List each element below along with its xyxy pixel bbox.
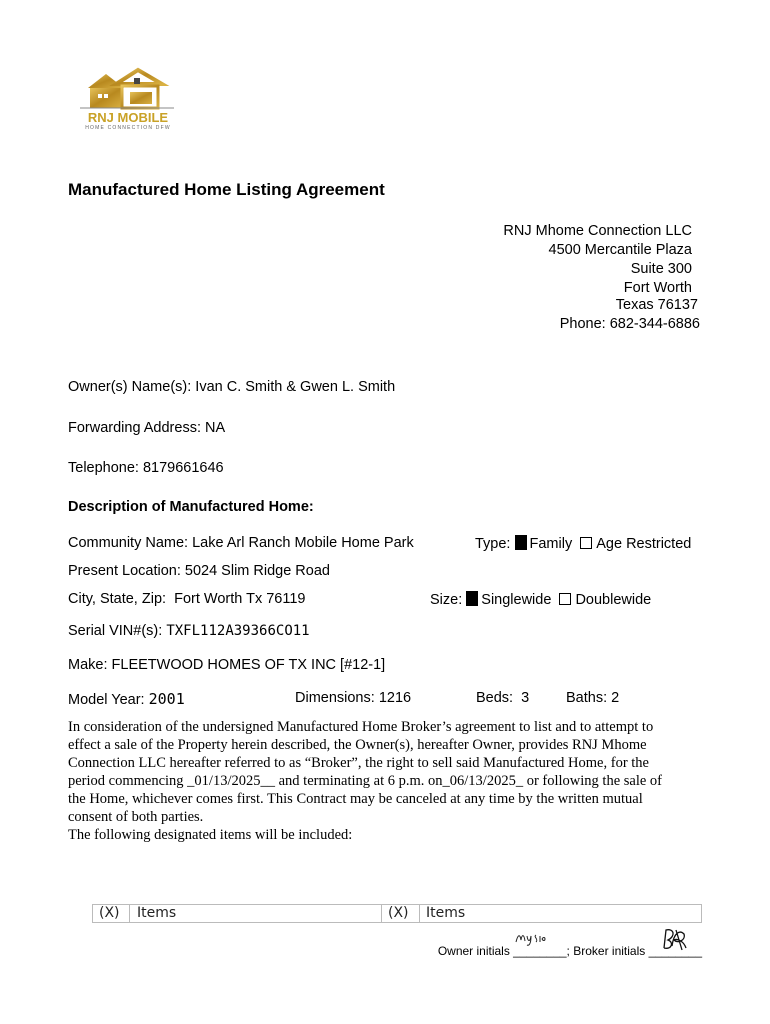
paragraph-line: The following designated items will be included: [68,827,353,843]
items-table-header [92,904,702,923]
company-state-zip: Texas 76137 [615,297,698,313]
items-col-x-1: (X) [99,905,120,921]
forwarding-address-label: Forwarding Address: [68,420,201,436]
city-state-zip-value: Fort Worth Tx 76119 [174,591,306,607]
paragraph-line: period commencing _01/13/2025__ and terminating at 6 p.m. on_06/13/2025_ or following the sale of [68,773,662,789]
company-city: Fort Worth [623,280,692,296]
type-row [475,535,691,552]
paragraph-line: In consideration of the undersigned Manufactured Home Broker’s agreement to list and to attempt to [68,719,654,735]
telephone-label: Telephone: [68,460,139,476]
agreement-paragraph [68,718,708,844]
serial-vin-value: TXFL112A39366CO11 [166,623,310,639]
beds-row [476,690,529,706]
logo-brand: RNJ MOBILE [87,110,169,125]
model-year-label: Model Year: [68,692,145,708]
size-doublewide-label: Doublewide [575,592,652,608]
broker-initials-field[interactable]: Broker initials ________ [573,944,702,958]
type-family-checkbox-checked[interactable] [515,535,527,550]
model-year-row [68,690,185,708]
telephone-value: 8179661646 [142,460,224,476]
baths-value: 2 [611,690,620,706]
type-age-restricted-label: Age Restricted [596,536,692,552]
items-col-items-1: Items [137,905,177,921]
model-year-value: 2001 [148,690,185,708]
type-family-label: Family [529,536,573,552]
table-divider [129,905,130,922]
table-divider [381,905,382,922]
document-title: Manufactured Home Listing Agreement [68,180,385,199]
dimensions-value: 1216 [378,690,412,706]
paragraph-line: Connection LLC hereafter referred to as “Broker”, the right to sell said Manufactured Home, for the [68,755,649,771]
forwarding-address-value: NA [205,420,226,436]
dimensions-label: Dimensions: [295,690,375,706]
present-location-row [68,563,330,579]
present-location-value: 5024 Slim Ridge Road [184,563,330,579]
type-label: Type: [475,536,511,552]
items-col-items-2: Items [426,905,466,921]
company-logo [78,66,178,134]
company-street: 4500 Mercantile Plaza [548,242,692,258]
dimensions-row [295,690,411,706]
logo-tagline: HOME CONNECTION DFW [85,125,171,131]
community-value: Lake Arl Ranch Mobile Home Park [192,535,414,551]
size-singlewide-label: Singlewide [481,592,552,608]
beds-value: 3 [521,690,530,706]
serial-vin-label: Serial VIN#(s): [68,623,163,639]
paragraph-line: effect a sale of the Property herein described, the Owner(s), hereafter Owner, provides RNJ Mhome [68,737,647,753]
size-doublewide-checkbox[interactable] [559,593,571,605]
forwarding-address-row [68,420,225,436]
community-label: Community Name: [68,535,189,551]
make-label: Make: [68,657,108,673]
company-address-block [400,222,700,334]
items-col-x-2: (X) [388,905,409,921]
company-phone: Phone: 682-344-6886 [559,316,700,332]
baths-row [566,690,619,706]
owner-names-label: Owner(s) Name(s): [68,379,192,395]
paragraph-line: consent of both parties. [68,809,204,825]
type-age-restricted-checkbox[interactable] [580,537,592,549]
make-row [68,657,385,673]
baths-label: Baths: [566,690,608,706]
size-row [430,591,651,608]
make-value: FLEETWOOD HOMES OF TX INC [#12-1] [111,657,386,673]
table-divider [419,905,420,922]
community-row [68,535,414,551]
serial-vin-row [68,623,310,639]
initials-footer [438,944,702,958]
telephone-row [68,460,224,476]
city-state-zip-label: City, State, Zip: [68,591,167,607]
company-name: RNJ Mhome Connection LLC [503,223,692,239]
beds-label: Beds: [476,690,514,706]
description-heading: Description of Manufactured Home: [68,499,314,515]
city-state-zip-row [68,591,305,607]
owner-names-value: Ivan C. Smith & Gwen L. Smith [195,379,396,395]
size-label: Size: [430,592,463,608]
company-suite: Suite 300 [630,261,692,277]
size-singlewide-checkbox-checked[interactable] [466,591,478,606]
owner-initials-field[interactable]: Owner initials ________; [437,944,570,958]
present-location-label: Present Location: [68,563,181,579]
owner-names-row [68,379,395,395]
paragraph-line: the Home, whichever comes first. This Contract may be canceled at any time by the written mutual [68,791,643,807]
